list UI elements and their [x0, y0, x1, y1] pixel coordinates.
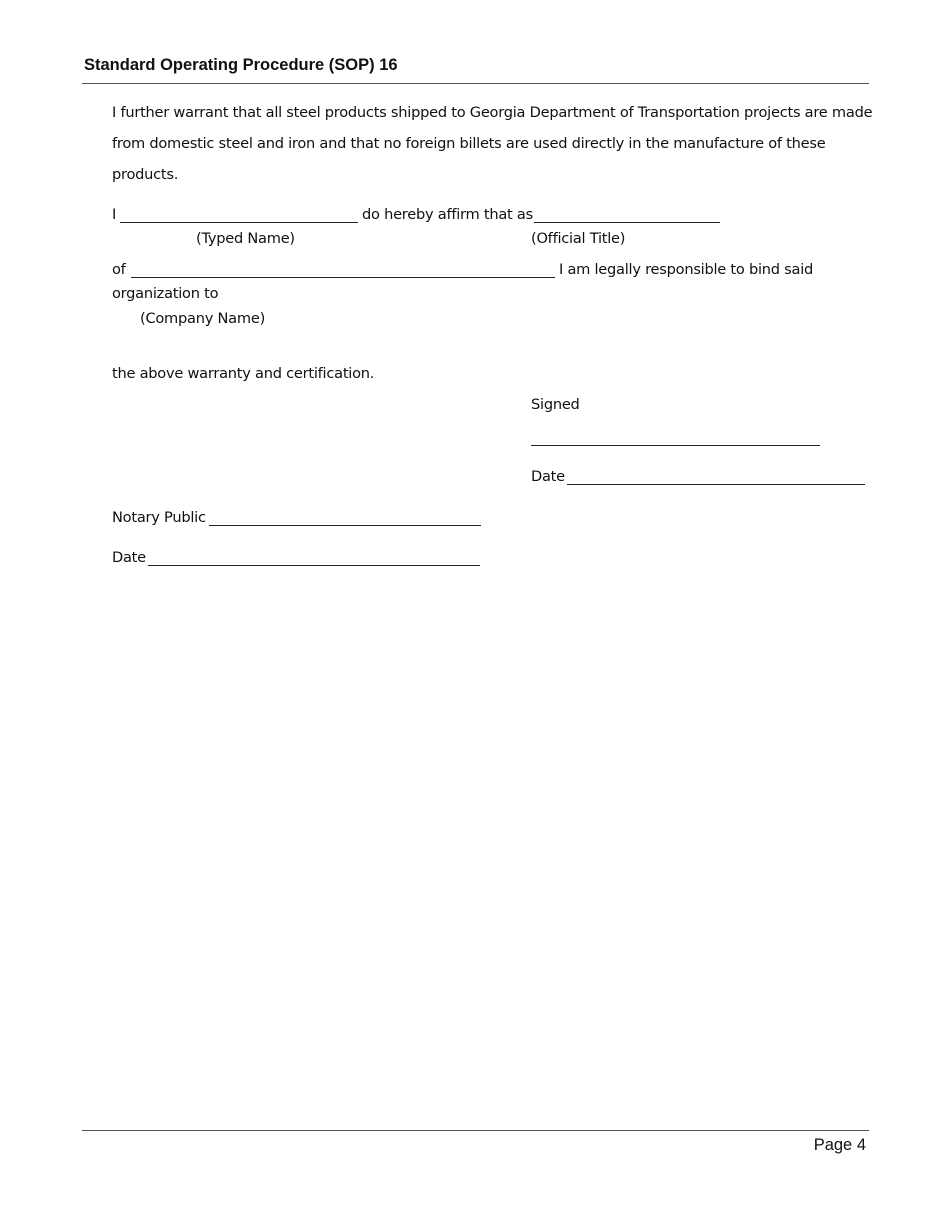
signature-date-blank[interactable]: [567, 484, 865, 485]
company-name-caption: (Company Name): [140, 310, 266, 327]
warranty-line-3: products.: [112, 166, 179, 183]
warranty-line-1: I further warrant that all steel products shipped to Georgia Department of Transportation projects are made: [112, 104, 873, 121]
document-title: Standard Operating Procedure (SOP) 16: [84, 56, 398, 74]
official-title-caption: (Official Title): [531, 230, 626, 247]
signature-date-label: Date: [531, 468, 565, 485]
notary-date-blank[interactable]: [148, 565, 480, 566]
organization-text: organization to: [112, 285, 219, 302]
affirm-middle-text: do hereby affirm that as: [362, 206, 533, 223]
of-prefix: of: [112, 261, 126, 278]
notary-public-blank[interactable]: [209, 525, 481, 526]
signed-label: Signed: [531, 396, 580, 413]
company-name-blank[interactable]: [131, 277, 555, 278]
page-number: Page 4: [813, 1136, 866, 1154]
header-divider: [82, 83, 869, 84]
notary-public-label: Notary Public: [112, 509, 206, 526]
affirm-prefix: I: [112, 206, 117, 223]
warranty-line-2: from domestic steel and iron and that no foreign billets are used directly in the manufacture of these: [112, 135, 826, 152]
typed-name-blank[interactable]: [120, 222, 358, 223]
official-title-blank[interactable]: [534, 222, 720, 223]
notary-date-label: Date: [112, 549, 146, 566]
legally-responsible-text: I am legally responsible to bind said: [559, 261, 814, 278]
signature-blank[interactable]: [531, 445, 820, 446]
typed-name-caption: (Typed Name): [196, 230, 295, 247]
closing-text: the above warranty and certification.: [112, 365, 375, 382]
footer-divider: [82, 1130, 869, 1131]
